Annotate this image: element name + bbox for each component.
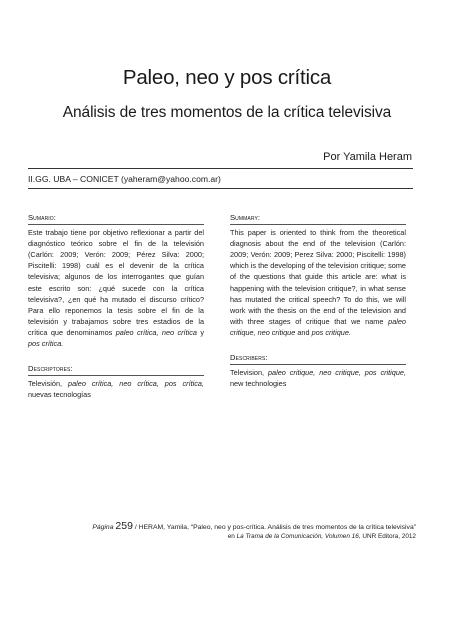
summary-term-3: pos critique. <box>311 327 351 337</box>
summary-text: This paper is oriented to think from the theoretical diagnosis about the end of the television (Carlón: 2009; Verón: 2009; Perez Silva: 2000; Piscitelli: 1998) which is the developing of the television critique; some of the questions that guide this article are: what is happening with the television critique?, in what sense has mutated the critical speech? To do this, we will work with the thesis on the end of the television and with three stages of critique that we name <box>230 228 406 326</box>
divider-top <box>28 168 413 169</box>
describers-paragraph <box>230 367 406 389</box>
summary-paragraph <box>230 227 406 338</box>
page-label: Página <box>92 524 114 531</box>
descriptors-text-b: nuevas tecnologías <box>28 390 91 400</box>
footer-citation-line <box>92 520 416 532</box>
summary-heading: Sumario: <box>28 212 204 225</box>
describers-heading: Describers: <box>230 352 406 365</box>
citation-text: HERAM, Yamila, “Paleo, neo y pos-crítica. Análisis de tres momentos de la crítica televisiva” <box>138 524 416 531</box>
abstract-english <box>230 212 406 389</box>
author-byline: Por Yamila Heram <box>323 151 412 163</box>
summary-conjunction: y <box>200 327 205 337</box>
footer-source-line <box>228 533 416 540</box>
descriptors-heading: Descriptores: <box>28 363 204 376</box>
journal-name: La Trama de la Comunicación, Volumen 16 <box>236 533 359 540</box>
footer-separator: / <box>134 524 137 531</box>
descriptors-text-a: Televisión, <box>28 379 63 389</box>
abstract-spanish <box>28 212 204 400</box>
describers-text-b: new technologies <box>230 379 287 389</box>
describers-text-a: Television, <box>230 368 265 378</box>
summary-conjunction: and <box>297 327 310 337</box>
summary-paragraph <box>28 227 204 349</box>
summary-term-3: pos crítica. <box>28 339 64 349</box>
page-number: 259 <box>115 520 133 532</box>
divider-bottom <box>28 188 413 189</box>
article-title: Paleo, neo y pos crítica <box>122 66 332 89</box>
summary-terms: paleo critique, neo critique <box>230 316 406 337</box>
author-affiliation: II.GG. UBA – CONICET (yaheram@yahoo.com.ar) <box>28 174 221 184</box>
article-subtitle: Análisis de tres momentos de la crítica televisiva <box>62 104 392 121</box>
describers-terms: paleo critique, neo critique, pos critique, <box>268 368 406 378</box>
descriptors-terms: paleo crítica, neo crítica, pos crítica, <box>68 379 204 389</box>
descriptors-paragraph <box>28 378 204 400</box>
publisher-info: , UNR Editora, 2012 <box>358 533 416 540</box>
source-prefix: en <box>227 533 235 540</box>
summary-heading: Summary: <box>230 212 406 225</box>
summary-terms: paleo crítica, neo crítica <box>115 327 197 337</box>
summary-text: Este trabajo tiene por objetivo reflexionar a partir del diagnóstico teórico sobre el fin de la televisión (Carlón: 2009; Verón: 2009; Pérez Silva: 2000; Piscitelli: 1998) cuál es el devenir de la crítica televisiva; algunos de los interrogantes que guían este escrito son: ¿qué sucede con la crítica televisiva?, ¿en qué ha mutado el discurso crítico? Para ello reponemos la tesis sobre el fin de la televisión y trabajamos sobre tres estadios de la crítica que denominamos <box>28 228 204 337</box>
